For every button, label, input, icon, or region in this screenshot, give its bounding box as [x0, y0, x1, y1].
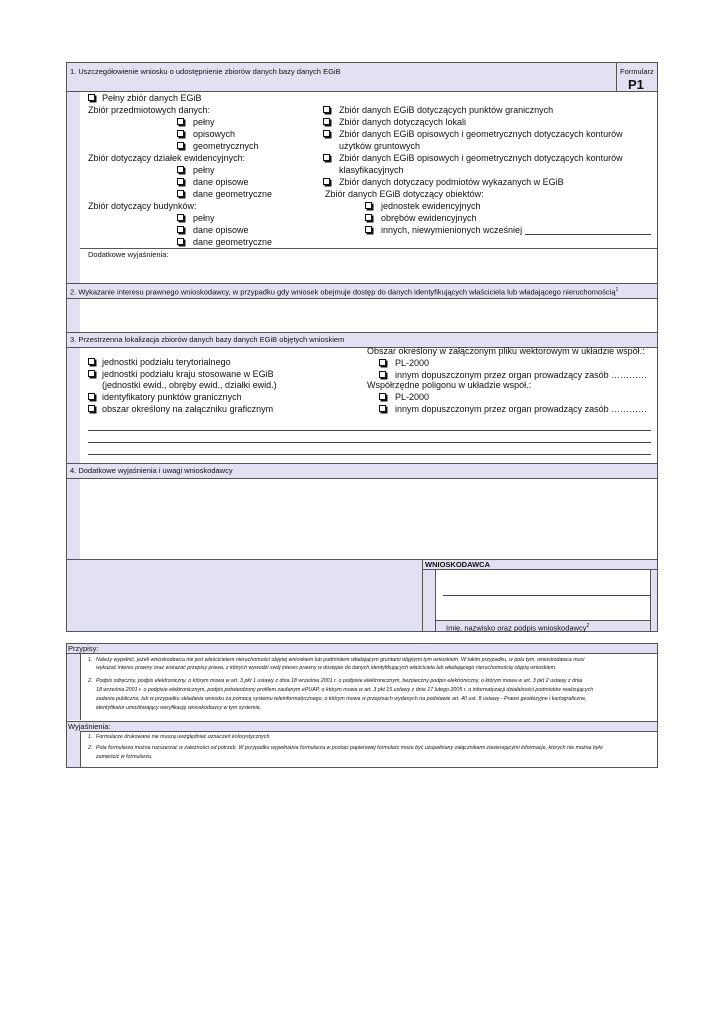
- section2-title-text: 2. Wykazanie interesu prawnego wnioskodawcy, w przypadku gdy wniosek obejmuje dostęp do danych identyfikujących właściciela lub władającego nieruchomością: [70, 287, 616, 297]
- classification-contours-label-cont: klasyfikacyjnych: [339, 165, 404, 175]
- footnote-2-line-3: zadania publiczne, lub w przypadku składania wniosku za pomocą systemu teleinformatycznego, o którym mowa w przepisach wydanych na podstawie art. 40 ust. 8 ustawy - Prawo geodezyjne i kartograficzne,: [96, 696, 587, 702]
- graphic-attachment-label: obszar określony na załączniku graficznym: [102, 404, 274, 414]
- location-input-line-3[interactable]: [88, 454, 651, 455]
- full-set-label: Pełny zbiór danych EGiB: [102, 93, 202, 103]
- explanations-title: Wyjaśnienia:: [68, 722, 111, 731]
- section1-title: 1. Uszczegółowienie wniosku o udostępnienie zbiorów danych bazy danych EGiB: [70, 67, 341, 76]
- objects-other-label: innych, niewymienionych wcześniej: [381, 225, 523, 235]
- objects-units-label: jednostek ewidencyjnych: [381, 201, 481, 211]
- land-use-contours-checkbox[interactable]: [323, 130, 330, 137]
- subject-descriptive-label: opisowych: [193, 129, 236, 139]
- applicant-remarks-field[interactable]: [81, 478, 657, 558]
- entities-checkbox[interactable]: [323, 178, 330, 185]
- explanations-left-margin: [67, 731, 81, 767]
- area-label: Obszar określony w załączonym pliku wektorowym w układzie współ.:: [367, 346, 645, 356]
- explanation-1-number: 1.: [88, 734, 93, 740]
- subject-full-checkbox[interactable]: [177, 118, 184, 125]
- graphic-attachment-checkbox[interactable]: [88, 405, 95, 412]
- objects-units-checkbox[interactable]: [365, 202, 372, 209]
- subject-geometric-label: geometrycznych: [193, 141, 259, 151]
- parcels-geometric-label: dane geometryczne: [193, 189, 273, 199]
- egib-division-label: jednostki podziału kraju stosowane w EGiB: [102, 369, 274, 379]
- signature-footnote-ref: 2: [586, 623, 590, 629]
- objects-precincts-label: obrębów ewidencyjnych: [381, 213, 477, 223]
- section2-footnote-ref: 1: [615, 287, 619, 293]
- objects-other-checkbox[interactable]: [365, 226, 372, 233]
- area-pl2000-label: PL-2000: [395, 358, 430, 368]
- polygon-other-label: innym dopuszczonym przez organ prowadzący zasób …………: [395, 404, 648, 414]
- egib-division-paren: (jednostki ewid., obręby ewid., działki ewid.): [102, 380, 277, 390]
- parcels-label: Zbiór dotyczący działek ewidencyjnych:: [88, 153, 246, 163]
- egib-division-checkbox[interactable]: [88, 370, 95, 377]
- parcels-geometric-checkbox[interactable]: [177, 190, 184, 197]
- section2-title: [70, 286, 618, 297]
- boundary-points-label: Zbiór danych EGiB dotyczących punktów granicznych: [339, 105, 554, 115]
- land-use-contours-label-cont: użytków gruntowych: [339, 141, 421, 151]
- parcels-descriptive-checkbox[interactable]: [177, 178, 184, 185]
- footnotes-title: Przypisy:: [68, 644, 99, 653]
- explanation-2-line-2: zamieścić w formularzu.: [96, 754, 153, 760]
- explanations-header: [67, 721, 657, 732]
- footnote-1-line-1: Należy wypełnić, jeżeli wnioskodawca nie jest właścicielem nieruchomości objętej wnioskiem lub podmiotem władającym gruntami objętymi tym wnioskiem. W takim przypadku, w polu tym, wnioskodawca musi: [96, 657, 585, 663]
- legal-interest-field[interactable]: [81, 298, 657, 331]
- buildings-full-label: pełny: [193, 213, 215, 223]
- polygon-label: Współrzędne poligonu w układzie współ.:: [367, 380, 532, 390]
- buildings-descriptive-label: dane opisowe: [193, 225, 249, 235]
- subject-label: Zbiór przedmiotowych danych:: [88, 105, 211, 115]
- parcels-full-label: pełny: [193, 165, 215, 175]
- boundary-ids-label: identyfikatory punktów granicznych: [102, 392, 242, 402]
- classification-contours-label: Zbiór danych EGiB opisowych i geometrycznych dotyczących konturów: [339, 153, 623, 163]
- subject-geometric-checkbox[interactable]: [177, 142, 184, 149]
- parcels-descriptive-label: dane opisowe: [193, 177, 249, 187]
- form-code-label: Formularz: [620, 67, 654, 76]
- form-code: P1: [628, 77, 644, 92]
- footnotes-header: [67, 644, 657, 654]
- area-other-checkbox[interactable]: [379, 371, 386, 378]
- footnote-2-line-1: Podpis odręczny, podpis elektroniczny, o którym mowa w art. 3 pkt 1 ustawy z dnia 18 września 2001 r. o podpisie elektronicznym, bezpieczny podpis elektroniczny, o którym mowa w art. 3 pkt 2 ustawy z dnia: [96, 678, 583, 684]
- form-left-margin: [67, 63, 80, 560]
- territorial-unit-label: jednostki podziału terytorialnego: [102, 357, 231, 367]
- footnotes-left-margin: [67, 654, 81, 720]
- footnote-1-line-2: wykazać interes prawny oraz wskazać przepisy prawa, z których wywodzi swój interes prawny w dostępie do danych identyfikujących właściciela lub władającego nieruchomością objętą wnioskiem.: [96, 665, 557, 671]
- applicant-left-area: [67, 559, 422, 631]
- explanation-2-number: 2.: [88, 745, 93, 751]
- parcels-full-checkbox[interactable]: [177, 166, 184, 173]
- applicant-title: WNIOSKODAWCA: [425, 560, 490, 569]
- classification-contours-checkbox[interactable]: [323, 154, 330, 161]
- signature-line[interactable]: [443, 595, 650, 596]
- full-set-checkbox[interactable]: [88, 94, 95, 101]
- premises-label: Zbiór danych dotyczących lokali: [339, 117, 467, 127]
- premises-checkbox[interactable]: [323, 118, 330, 125]
- boundary-points-checkbox[interactable]: [323, 106, 330, 113]
- objects-precincts-checkbox[interactable]: [365, 214, 372, 221]
- subject-descriptive-checkbox[interactable]: [177, 130, 184, 137]
- territorial-unit-checkbox[interactable]: [88, 358, 95, 365]
- applicant-right-margin: [650, 570, 657, 631]
- area-pl2000-checkbox[interactable]: [379, 359, 386, 366]
- section3-title: 3. Przestrzenna lokalizacja zbiorów danych bazy danych EGiB objętych wnioskiem: [70, 335, 345, 344]
- signature-label-text: Imię, nazwisko oraz podpis wnioskodawcy: [446, 623, 587, 633]
- objects-other-input[interactable]: [525, 234, 651, 235]
- applicant-inner-margin: [423, 570, 436, 631]
- buildings-geometric-label: dane geometryczne: [193, 237, 273, 247]
- entities-label: Zbiór danych dotyczacy podmiotów wykazanych w EGiB: [339, 177, 564, 187]
- buildings-geometric-checkbox[interactable]: [177, 238, 184, 245]
- location-input-line-1[interactable]: [88, 430, 651, 431]
- signature-label: [446, 622, 589, 633]
- subject-full-label: pełny: [193, 117, 215, 127]
- polygon-pl2000-label: PL-2000: [395, 392, 430, 402]
- polygon-other-checkbox[interactable]: [379, 405, 386, 412]
- buildings-descriptive-checkbox[interactable]: [177, 226, 184, 233]
- explanation-2-line-1: Pola formularza można rozszerzać w zależności od potrzeb. W przypadku wypełniania formularza w postaci papierowej formularz może być uzupełniany załącznikami zawierającymi informacje, których nie można było: [96, 745, 603, 751]
- footnote-2-line-4: identyfikator umożliwiający weryfikację wnioskodawcy w tym systemie.: [96, 705, 262, 711]
- location-input-line-2[interactable]: [88, 442, 651, 443]
- buildings-full-checkbox[interactable]: [177, 214, 184, 221]
- buildings-label: Zbiór dotyczący budynków:: [88, 201, 197, 211]
- polygon-pl2000-checkbox[interactable]: [379, 393, 386, 400]
- explanation-1-line-1: Formularze drukowane nie muszą uwzględniać oznaczeń kolorystycznych.: [96, 734, 271, 740]
- additional-explanations-label: Dodatkowe wyjaśnienia:: [88, 250, 169, 259]
- additional-explanations-field[interactable]: [81, 260, 657, 282]
- footnote-2-line-2: 18 września 2001 r. o podpisie elektronicznym, podpis potwierdzony profilem zaufanym ePUAP, o którym mowa w art. 3 pkt 15 ustawy z dnia 17 lutego 2005 r. o informatyzacji działalności podmiotów realizujących: [96, 687, 594, 693]
- area-other-label: innym dopuszczonym przez organ prowadzący zasób …………: [395, 370, 648, 380]
- footnote-2-number: 2.: [88, 678, 93, 684]
- land-use-contours-label: Zbiór danych EGiB opisowych i geometrycznych dotyczacych konturów: [339, 129, 623, 139]
- footnote-1-number: 1.: [88, 657, 93, 663]
- boundary-ids-checkbox[interactable]: [88, 393, 95, 400]
- section4-title: 4. Dodatkowe wyjaśnienia i uwagi wnioskodawcy: [70, 466, 233, 475]
- objects-label: Zbiór danych EGiB dotyczący obiektów:: [325, 189, 484, 199]
